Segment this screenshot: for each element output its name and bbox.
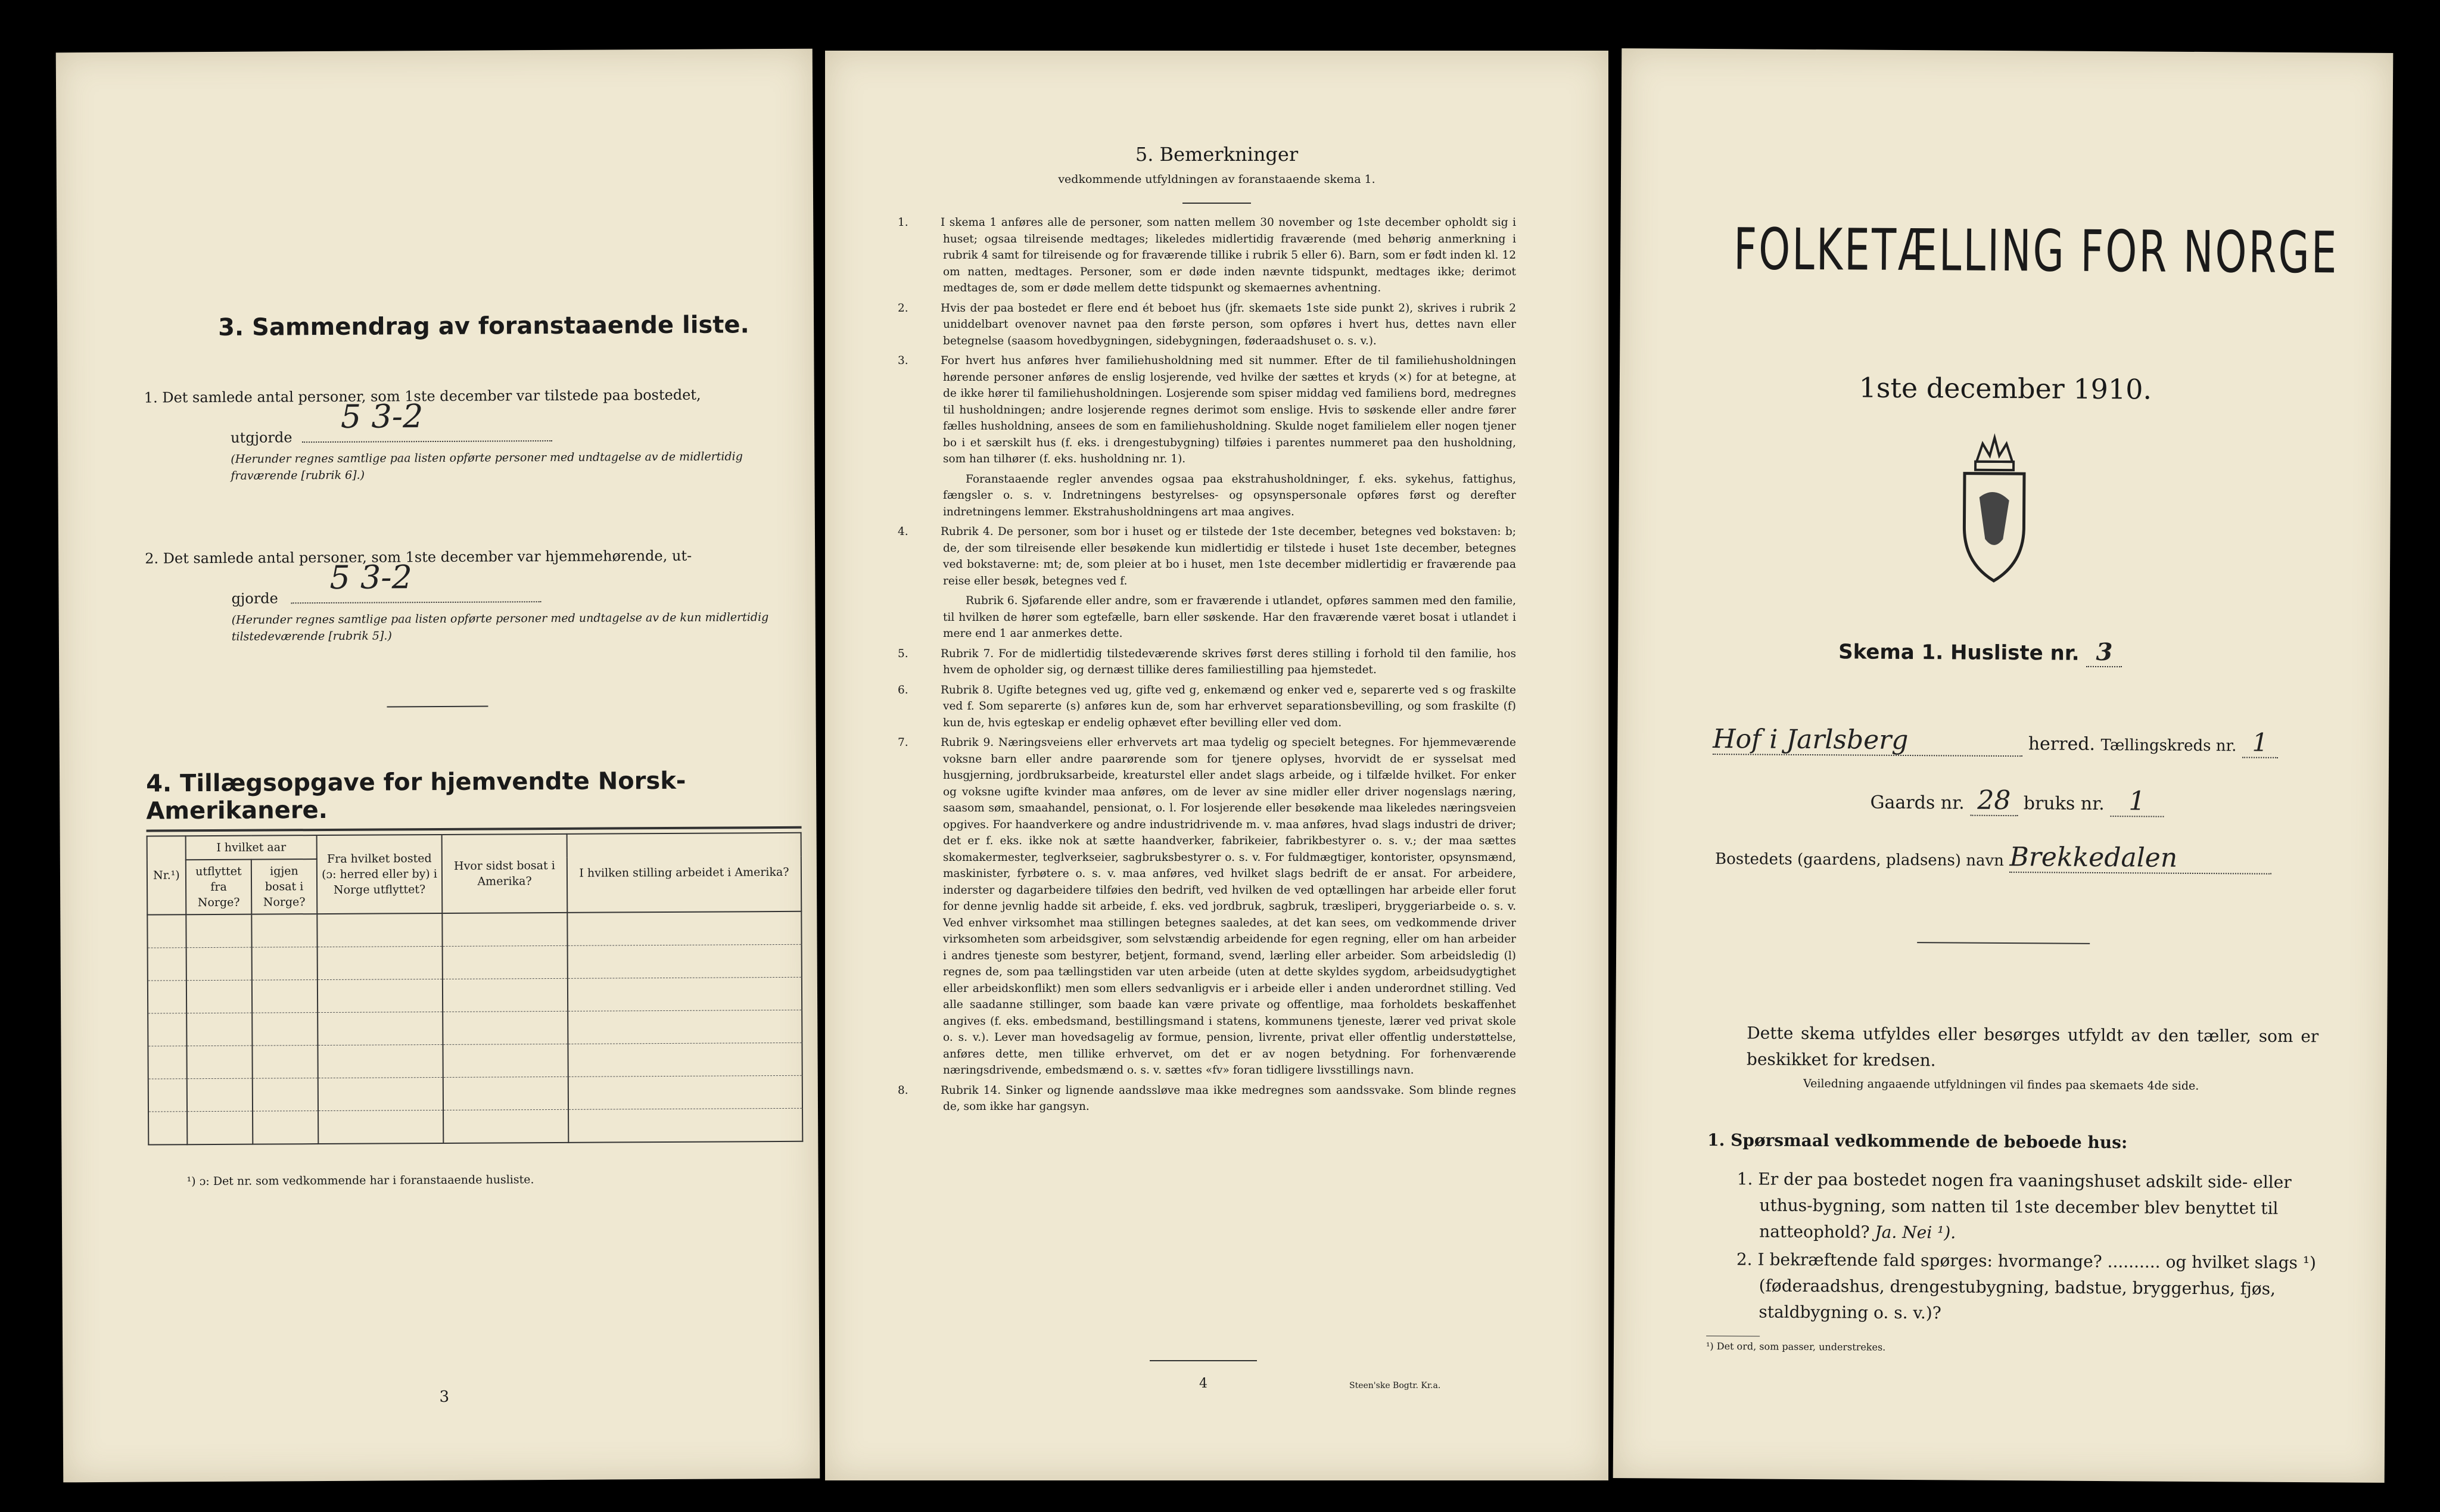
remark-text: Rubrik 4. De personer, som bor i huset og er tilstede der 1ste december, betegnes ved bokstaven: b; de, der som tilreisende eller besøkende kun midlertidig er tilstede i huset 1ste december, betegnes ved bokstaverne: mt; de, som pleier at bo i huset, men 1ste december midlertidig er fraværende paa reise eller besøk, betegnes ved f. xyxy=(941,525,1516,587)
kreds-value: 1 xyxy=(2242,728,2278,758)
remark-item xyxy=(898,735,1516,1079)
herred-row: Hof i Jarlsberg herred. Tællingskreds nr. 1 xyxy=(1713,725,2320,761)
th-nr: Nr.¹) xyxy=(147,836,186,914)
divider xyxy=(387,706,488,708)
bosted-row: Bostedets (gaardens, pladsens) navn Brekkedalen xyxy=(1715,841,2272,877)
left-page xyxy=(56,49,820,1483)
remark-number: 7. xyxy=(898,736,908,749)
section4-rule xyxy=(147,826,802,832)
section4-title: 4. Tillægsopgave for hjemvendte Norsk-Amerikanere. xyxy=(146,767,686,825)
remarks-list xyxy=(898,214,1516,1119)
remark-number: 8. xyxy=(898,1084,908,1097)
table-row xyxy=(148,1010,802,1046)
main-title: FOLKETÆLLING FOR NORGE xyxy=(1733,216,2339,287)
remark-item xyxy=(898,300,1516,350)
table-row xyxy=(148,977,802,1013)
remark-number: 3. xyxy=(898,354,908,367)
right-footnote: ¹) Det ord, som passer, understrekes. xyxy=(1705,1340,1886,1353)
right-page xyxy=(1613,48,2394,1483)
remark-text: Hvis der paa bostedet er flere end ét beboet hus (jfr. skemaets 1ste side punkt 2), skrives i rubrik 2 uniddelbart ovenover navnet paa den første person, som opføres i hvert hus, dettes navn eller betegnelse (saasom hovedbygningen, sidebygningen, føderaadshuset o. s. v.). xyxy=(941,301,1516,347)
bemerkninger-subtitle: vedkommende utfyldningen av foranstaaende skema 1. xyxy=(1058,173,1375,186)
ornament-rule xyxy=(1917,942,2090,944)
footnote-rule xyxy=(1706,1336,1760,1337)
question-2: 2. I bekræftende fald spørges: hvormange? .......... og hvilket slags ¹) (føderaadshus, drengestubygning, badstue, bryggerhus, fjøs, staldbygning o. s. v.)? xyxy=(1736,1249,2317,1323)
printer-mark: Steen'ske Bogtr. Kr.a. xyxy=(1349,1381,1441,1390)
th-igjen: igjen bosat i Norge? xyxy=(251,859,317,914)
section3-title: 3. Sammendrag av foranstaaende liste. xyxy=(218,311,749,341)
remark-text: Rubrik 8. Ugifte betegnes ved ug, gifte ved g, enkemænd og enker ved e, separerte ved s og fraskilte ved f. Som separerte (s) anføres kun de, som har erhvervet separationsbevilling, og som fraskilte (f) kun de, hvis egteskap er endelig ophævet efter bevilling eller ved dom. xyxy=(941,683,1516,729)
schema-label: Skema 1. Husliste nr. 3 xyxy=(1838,636,2122,667)
item2-text: 2. Det samlede antal personer, som 1ste december var hjemmehørende, ut- xyxy=(145,547,692,567)
herred-value: Hof i Jarlsberg xyxy=(1713,725,2022,757)
question-1: 1. Er der paa bostedet nogen fra vaaningshuset adskilt side- eller uthus-bygning, som natten til 1ste december blev benyttet til natteophold? Ja. Nei ¹). xyxy=(1736,1169,2292,1243)
remark-item xyxy=(898,524,1516,589)
remark-text: Rubrik 7. For de midlertidig tilstedeværende skrives først deres stilling i forhold til den familie, hos hvem de opholder sig, og dernæst tillike deres familiestilling paa hjemstedet. xyxy=(941,647,1516,676)
remark-number: 2. xyxy=(898,301,908,315)
table-row xyxy=(148,1108,802,1144)
th-utflyttet: utflyttet fra Norge? xyxy=(186,860,251,915)
remark-item xyxy=(898,646,1516,679)
th-bosted: Fra hvilket bosted (ɔ: herred eller by) i Norge utflyttet? xyxy=(317,835,443,914)
summary-item-1 xyxy=(144,382,794,485)
remark-text: I skema 1 anføres alle de personer, som natten mellem 30 november og 1ste december opholdt sig i huset; ogsaa tilreisende medtages; likeledes midlertidig fraværende (med behørig anmerkning i rubrik 4 samt for tilreisende og for fraværende tillike i rubrik 5 eller 6). Barn, som er født inden kl. 12 om natten, medtages. Personer, som er døde inden nævnte tidspunkt, medtages ikke; derimot medtages de, som er døde mellem dette tidspunkt og skemaernes avhentning. xyxy=(941,216,1516,294)
remark-text: Foranstaaende regler anvendes ogsaa paa ekstrahusholdninger, f. eks. sykehus, fattighus, fængsler o. s. v. Indretningens bestyrelses- og opsynspersonale opføres først og derefter indretningens lemmer. Ekstrahusholdningens art maa angives. xyxy=(943,472,1516,518)
bosted-value: Brekkedalen xyxy=(2009,843,2271,875)
norsk-amerikanere-table xyxy=(147,832,804,1146)
table-row xyxy=(148,1075,802,1112)
table-row xyxy=(148,944,802,981)
husliste-number: 3 xyxy=(2086,638,2122,667)
remark-text: Rubrik 14. Sinker og lignende aandssløve maa ikke medregnes som aandssvake. Som blinde regnes de, som ikke har gangsyn. xyxy=(941,1084,1516,1113)
table-row xyxy=(148,1043,802,1079)
questions-heading: 1. Spørsmaal vedkommende de beboede hus: xyxy=(1707,1130,2128,1153)
item2-handwritten-value: 5 3-2 xyxy=(329,558,412,596)
remark-item xyxy=(898,353,1516,468)
remark-number: 4. xyxy=(898,525,908,538)
remark-item xyxy=(898,682,1516,732)
coat-of-arms-icon xyxy=(1952,431,2037,587)
census-date: 1ste december 1910. xyxy=(1859,371,2152,406)
end-rule xyxy=(1150,1360,1257,1361)
summary-item-2 xyxy=(145,543,795,646)
middle-page xyxy=(825,51,1608,1480)
gaards-value: 28 xyxy=(1970,786,2018,816)
item1-label: utgjorde xyxy=(231,429,292,446)
remark-item xyxy=(920,471,1516,521)
item1-note: (Herunder regnes samtlige paa listen opførte personer med undtagelse av de midlertidig fraværende [rubrik 6].) xyxy=(231,450,743,483)
title-rule xyxy=(1182,203,1251,204)
instruction-text: Dette skema utfyldes eller besørges utfyldt av den tæller, som er beskikket for kredsen. xyxy=(1746,1023,2319,1071)
th-group: I hvilket aar xyxy=(186,835,317,860)
remark-item xyxy=(920,593,1516,642)
gaards-row: Gaards nr. 28 bruks nr. 1 xyxy=(1870,786,2164,819)
bemerkninger-title: 5. Bemerkninger xyxy=(1135,143,1299,166)
q1-answer: Ja. Nei ¹). xyxy=(1875,1222,1956,1243)
remark-number: 1. xyxy=(898,216,908,229)
th-amerika: Hvor sidst bosat i Amerika? xyxy=(442,834,568,913)
page-number-3: 3 xyxy=(439,1387,450,1407)
remark-text: Rubrik 6. Sjøfarende eller andre, som er fraværende i utlandet, opføres sammen med den familie, til hvilken de hører som egtefælle, barn eller søskende. Har den fraværende været bosat i utlandet i mere end 1 aar anmerkes dette. xyxy=(943,595,1516,640)
remark-number: 6. xyxy=(898,683,908,696)
bruks-value: 1 xyxy=(2110,787,2164,817)
remark-item xyxy=(898,214,1516,297)
item2-note: (Herunder regnes samtlige paa listen opførte personer med undtagelse av de kun midlertidig tilstedeværende [rubrik 5].) xyxy=(231,611,769,643)
remark-text: For hvert hus anføres hver familiehusholdning med sit nummer. Efter de til familiehusholdningen hørende personer anføres de enslig losjerende, ved hvilke der sættes et kryds (×) for at betegne, at de ikke hører til familiehusholdningen. Losjerende som spiser middag ved familiens bord, medregnes til husholdningen; andre losjerende regnes derimot som enslige. Hvis to søskende eller andre fører fælles husholdning, ansees de som en familiehusholdning. Skulde noget familielem eller nogen tjener bo i et særskilt hus (f. eks. i drengestubygning) tilføies i parentes nummeret paa den husholdning, som han tilhører (f. eks. husholdning nr. 1). xyxy=(941,354,1516,465)
table-row xyxy=(147,911,801,948)
page-number-4: 4 xyxy=(1199,1376,1207,1391)
item1-handwritten-value: 5 3-2 xyxy=(340,397,424,435)
remark-number: 5. xyxy=(898,647,908,660)
table-footnote: ¹) ɔ: Det nr. som vedkommende har i foranstaaende husliste. xyxy=(186,1173,534,1189)
item1-text: 1. Det samlede antal personer, som 1ste december var tilstede paa bostedet, xyxy=(144,386,701,406)
guidance-text: Veiledning angaaende utfyldningen vil findes paa skemaets 4de side. xyxy=(1803,1077,2199,1093)
remark-item xyxy=(898,1082,1516,1115)
remark-text: Rubrik 9. Næringsveiens eller erhvervets art maa tydelig og specielt betegnes. For hjemmeværende voksne barn eller andre paarørende som for tjenere oplyses, hvorvidt de er sysselsat med husgjerning, jordbruksarbeide, kreaturstel eller andet slags arbeide, og i tilfælde hvilket. For enker og voksne ugifte kvinder maa anføres, om de lever av sine midler eller driver nogenslags næring, saasom søm, smaahandel, pensionat, o. l. For losjerende eller besøkende maa likeledes næringsveien opgives. For haandverkere og andre industridrivende m. v. maa anføres, hvad slags industri de driver; det er f. eks. ikke nok at sætte haandverker, fabrikeier, fabrikbestyrer o. s. v.; der maa sættes skomakermester, teglverkseier, sagbruksbestyrer o. s. v. For fuldmægtiger, kontorister, opsynsmænd, maskinister, fyrbøtere o. s. v. maa anføres, ved hvilket slags bedrift de er ansat. For arbeidere, inderster og dagarbeidere tilføies den bedrift, ved hvilken de ved optællingen har arbeide eller forut for denne jevnlig hadde sit arbeide, f. eks. ved jordbruk, sagbruk, træsliperi, bryggeriarbeide o. s. v. Ved enhver virksomhet maa stillingen betegnes saaledes, at det kan sees, om vedkommende driver virksomheten som arbeidsgiver, som selvstændig arbeidende for egen regning, eller om han arbeider i andres tjeneste som bestyrer, betjent, formand, svend, lærling eller arbeider. Som arbeidsledig (l) regnes de, som paa tællingstiden var uten arbeide (uten at dette skyldes sygdom, arbeidsudygtighet eller arbeidskonflikt) men som ellers sedvanligvis er i arbeide eller i anden underordnet stilling. Ved alle saadanne stillinger, som baade kan være private og offentlige, maa forholdets beskaffenhet angives (f. eks. embedsmand, bestillingsmand i statens, kommunens tjeneste, lærer ved privat skole o. s. v.). Lever man hovedsagelig av formue, pension, livrente, privat eller offentlig understøttelse, anføres dette, men tillike erhvervet, om det er av nogen betydning. For forhenværende næringsdrivende, embedsmænd o. s. v. sættes «fv» foran tidligere livsstillings navn. xyxy=(941,736,1516,1077)
th-stilling: I hvilken stilling arbeidet i Amerika? xyxy=(567,833,802,913)
item2-label: gjorde xyxy=(231,590,278,607)
